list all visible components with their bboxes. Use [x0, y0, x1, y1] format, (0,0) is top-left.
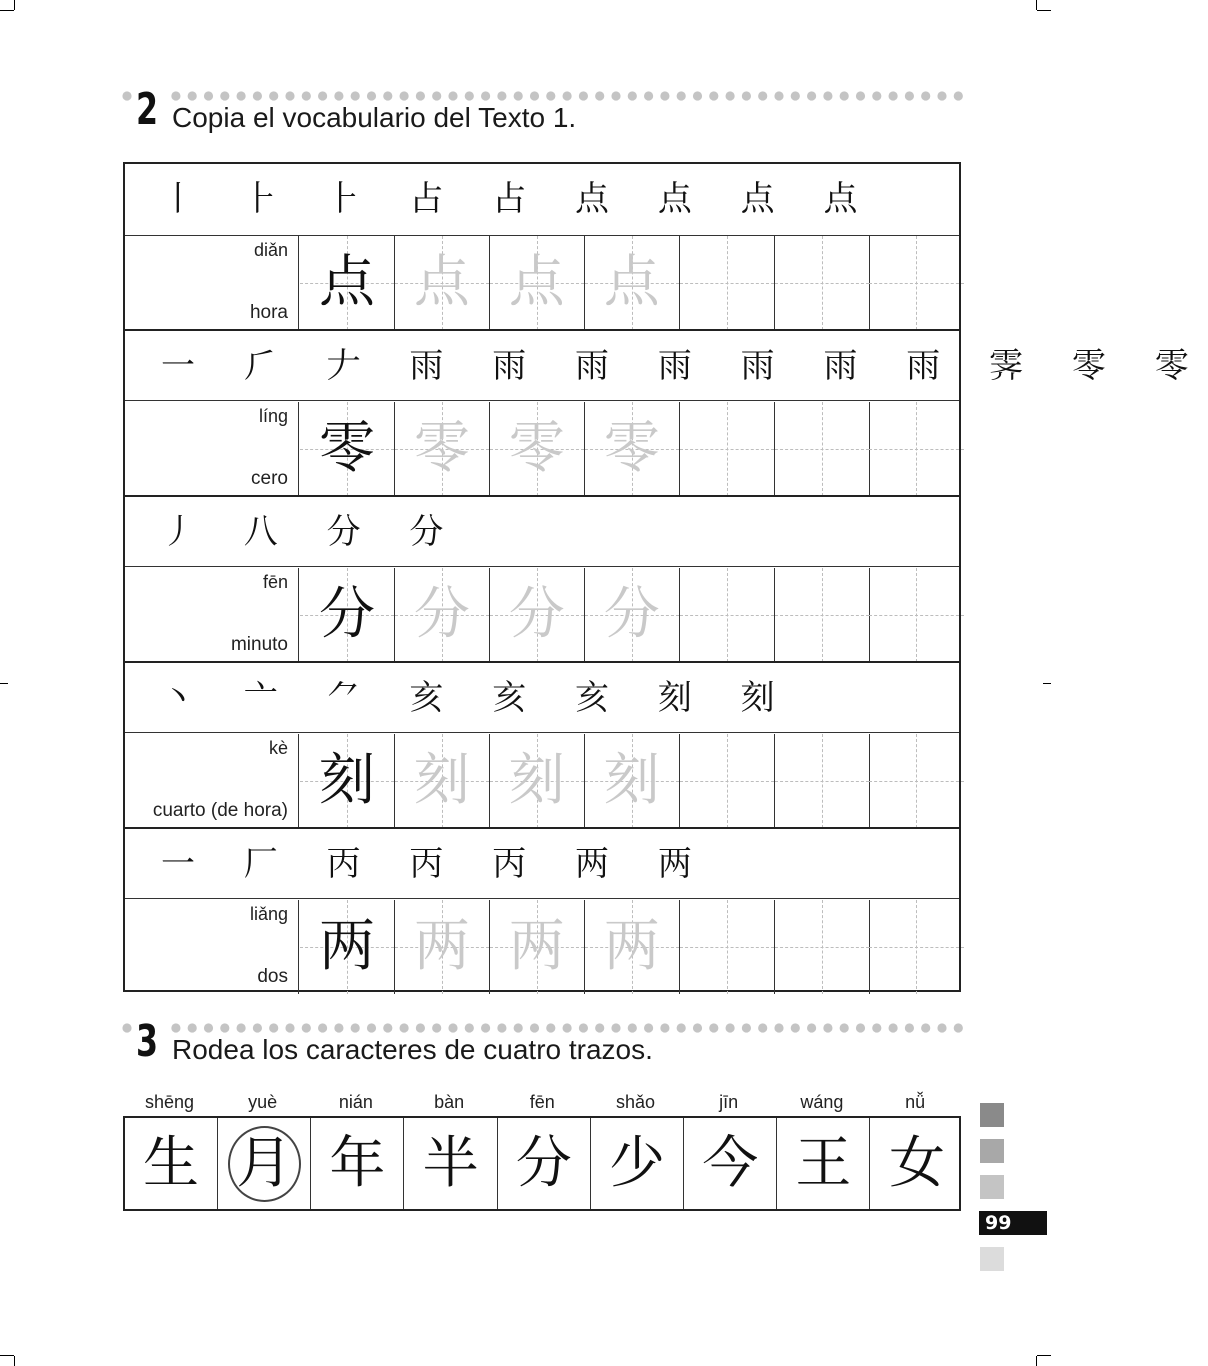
trace-character: 零	[603, 416, 660, 481]
meaning-label: hora	[249, 302, 288, 323]
guide-line	[727, 568, 728, 662]
character-choice-cell[interactable]	[591, 1118, 684, 1209]
crop-mark-bottom-right	[1036, 1356, 1037, 1366]
model-character: 零	[319, 416, 375, 481]
blank-writing-cell[interactable]	[680, 402, 775, 496]
writing-practice-row	[125, 734, 959, 828]
guide-line	[727, 402, 728, 496]
crop-mark-top-right	[1036, 0, 1037, 10]
model-character-cell	[300, 402, 395, 496]
writing-practice-row	[125, 402, 959, 496]
choice-character: 王	[795, 1131, 852, 1196]
guide-line	[916, 402, 917, 496]
crop-mark-top-right	[1037, 10, 1051, 11]
trace-character: 刻	[508, 748, 565, 813]
model-character-cell	[300, 734, 395, 828]
vocab-label-cell	[125, 568, 299, 662]
pinyin-label: yuè	[248, 1092, 278, 1112]
pinyin-label: fēn	[262, 572, 288, 592]
guide-line	[916, 900, 917, 994]
trace-character-cell	[490, 734, 585, 828]
trace-character-cell	[490, 236, 585, 330]
pinyin-label: shǎo	[615, 1092, 656, 1112]
choice-character: 女	[889, 1131, 946, 1196]
pinyin-label: diǎn	[253, 240, 288, 260]
trace-character: 零	[508, 416, 565, 481]
character-choice-cell[interactable]	[498, 1118, 591, 1209]
trace-character-cell	[395, 568, 490, 662]
blank-writing-cell[interactable]	[775, 236, 870, 330]
trace-character-cell	[395, 402, 490, 496]
character-choice-cell[interactable]	[311, 1118, 404, 1209]
character-practice-table	[123, 162, 1208, 992]
stroke-order-row	[125, 164, 959, 236]
character-choice-cell[interactable]	[125, 1118, 218, 1209]
trace-character: 分	[413, 582, 470, 647]
trace-character: 零	[413, 416, 470, 481]
meaning-label: cuarto (de hora)	[152, 800, 288, 821]
model-character: 刻	[319, 748, 375, 813]
character-choice-cell[interactable]	[777, 1118, 870, 1209]
pinyin-label: nián	[338, 1092, 373, 1112]
choice-character: 少	[609, 1131, 665, 1196]
section-tab	[980, 1175, 1004, 1199]
exercise-3-header	[122, 1016, 962, 1082]
choice-character: 分	[515, 1131, 572, 1196]
blank-writing-cell[interactable]	[680, 568, 775, 662]
blank-writing-cell[interactable]	[869, 568, 964, 662]
guide-line	[727, 900, 728, 994]
exercise-number: 2	[136, 84, 158, 135]
section-tab	[980, 1247, 1004, 1271]
choice-character: 生	[143, 1131, 199, 1196]
choice-character: 半	[422, 1131, 479, 1196]
trace-character-cell	[585, 402, 680, 496]
pinyin-label: nǚ	[905, 1092, 926, 1112]
stroke-order-sequence: 一 厂 丙 丙 丙 两 两	[161, 844, 711, 884]
meaning-label: cero	[251, 468, 288, 489]
trace-character: 点	[413, 250, 470, 315]
model-character: 分	[319, 582, 375, 647]
meaning-label: dos	[257, 966, 288, 987]
guide-line	[916, 236, 917, 330]
exercise-title: Copia el vocabulario del Texto 1.	[172, 102, 577, 133]
pinyin-label: líng	[258, 406, 288, 426]
stroke-order-row	[125, 495, 959, 567]
trace-character-cell	[585, 236, 680, 330]
crop-mark-mid-right	[1043, 683, 1051, 684]
writing-practice-row	[125, 568, 959, 662]
guide-line	[822, 734, 823, 828]
model-character: 点	[319, 250, 375, 315]
model-character-cell	[300, 900, 395, 994]
trace-character: 分	[508, 582, 565, 647]
trace-character: 点	[603, 250, 660, 315]
trace-character-cell	[585, 900, 680, 994]
trace-character-cell	[585, 734, 680, 828]
blank-writing-cell[interactable]	[869, 236, 964, 330]
exercise-number: 3	[136, 1016, 158, 1067]
blank-writing-cell[interactable]	[869, 734, 964, 828]
guide-line	[822, 568, 823, 662]
trace-character-cell	[395, 236, 490, 330]
exercise-title: Rodea los caracteres de cuatro trazos.	[172, 1034, 653, 1065]
section-tab	[980, 1103, 1004, 1127]
blank-writing-cell[interactable]	[775, 568, 870, 662]
crop-mark-mid-left	[0, 683, 8, 684]
vocab-label-cell	[125, 734, 299, 828]
exercise-2-header	[122, 84, 962, 150]
trace-character: 两	[603, 914, 660, 979]
guide-line	[822, 900, 823, 994]
model-character-cell	[300, 568, 395, 662]
stroke-order-sequence: 丿 八 分 分	[161, 512, 463, 552]
crop-mark-top-left	[0, 10, 14, 11]
pinyin-label: kè	[268, 738, 288, 758]
pinyin-label: liǎng	[249, 904, 288, 924]
blank-writing-cell[interactable]	[775, 402, 870, 496]
pinyin-label: wáng	[800, 1092, 844, 1112]
blank-writing-cell[interactable]	[869, 402, 964, 496]
pinyin-label: fēn	[529, 1092, 555, 1112]
character-choice-cell[interactable]	[405, 1118, 498, 1209]
trace-character: 分	[603, 582, 660, 647]
choice-character: 年	[329, 1131, 386, 1196]
guide-line	[822, 402, 823, 496]
guide-line	[822, 236, 823, 330]
trace-character: 点	[508, 250, 565, 315]
stroke-order-sequence: 丶 亠 ⺈ 亥 亥 亥 刻 刻	[161, 678, 794, 718]
blank-writing-cell[interactable]	[775, 734, 870, 828]
blank-writing-cell[interactable]	[775, 900, 870, 994]
character-choice-cell[interactable]	[218, 1118, 311, 1209]
crop-mark-top-left	[14, 0, 15, 10]
guide-line	[727, 236, 728, 330]
blank-writing-cell[interactable]	[680, 734, 775, 828]
character-choice-cell[interactable]	[684, 1118, 777, 1209]
pinyin-label: jīn	[719, 1092, 739, 1112]
page-number: 99	[979, 1211, 1047, 1235]
trace-character: 两	[413, 914, 470, 979]
crop-mark-bottom-left	[0, 1355, 14, 1356]
stroke-order-row	[125, 329, 1208, 401]
writing-practice-row	[125, 900, 959, 994]
writing-practice-row	[125, 236, 959, 330]
pinyin-label: shēng	[144, 1092, 195, 1112]
trace-character: 刻	[603, 748, 660, 813]
guide-line	[727, 734, 728, 828]
trace-character-cell	[585, 568, 680, 662]
blank-writing-cell[interactable]	[869, 900, 964, 994]
section-tab	[980, 1139, 1004, 1163]
meaning-label: minuto	[230, 634, 288, 655]
trace-character-cell	[490, 568, 585, 662]
trace-character-cell	[395, 734, 490, 828]
vocab-label-cell	[125, 900, 299, 994]
choice-character: 今	[702, 1131, 759, 1196]
trace-character-cell	[490, 402, 585, 496]
pinyin-label: bàn	[434, 1092, 465, 1112]
guide-line	[916, 568, 917, 662]
character-choice-cell[interactable]	[871, 1118, 964, 1209]
blank-writing-cell[interactable]	[680, 236, 775, 330]
trace-character: 两	[508, 914, 565, 979]
crop-mark-bottom-left	[14, 1356, 15, 1366]
stroke-order-row	[125, 827, 959, 899]
model-character: 两	[319, 914, 375, 979]
guide-line	[916, 734, 917, 828]
model-character-cell	[300, 236, 395, 330]
stroke-order-sequence: 丨 ⺊ ⺊ 占 占 点 点 点 点	[161, 179, 877, 219]
blank-writing-cell[interactable]	[680, 900, 775, 994]
choice-character: 月	[236, 1131, 293, 1196]
vocab-label-cell	[125, 236, 299, 330]
trace-character: 刻	[413, 748, 470, 813]
stroke-order-sequence: 一 ⺁ 𠂇 雨 雨 雨 雨 雨 雨 雨 霁 零 零	[161, 346, 1208, 386]
exercise-3-character-row	[123, 1116, 961, 1211]
crop-mark-bottom-right	[1037, 1355, 1051, 1356]
vocab-label-cell	[125, 402, 299, 496]
trace-character-cell	[395, 900, 490, 994]
trace-character-cell	[490, 900, 585, 994]
stroke-order-row	[125, 661, 959, 733]
